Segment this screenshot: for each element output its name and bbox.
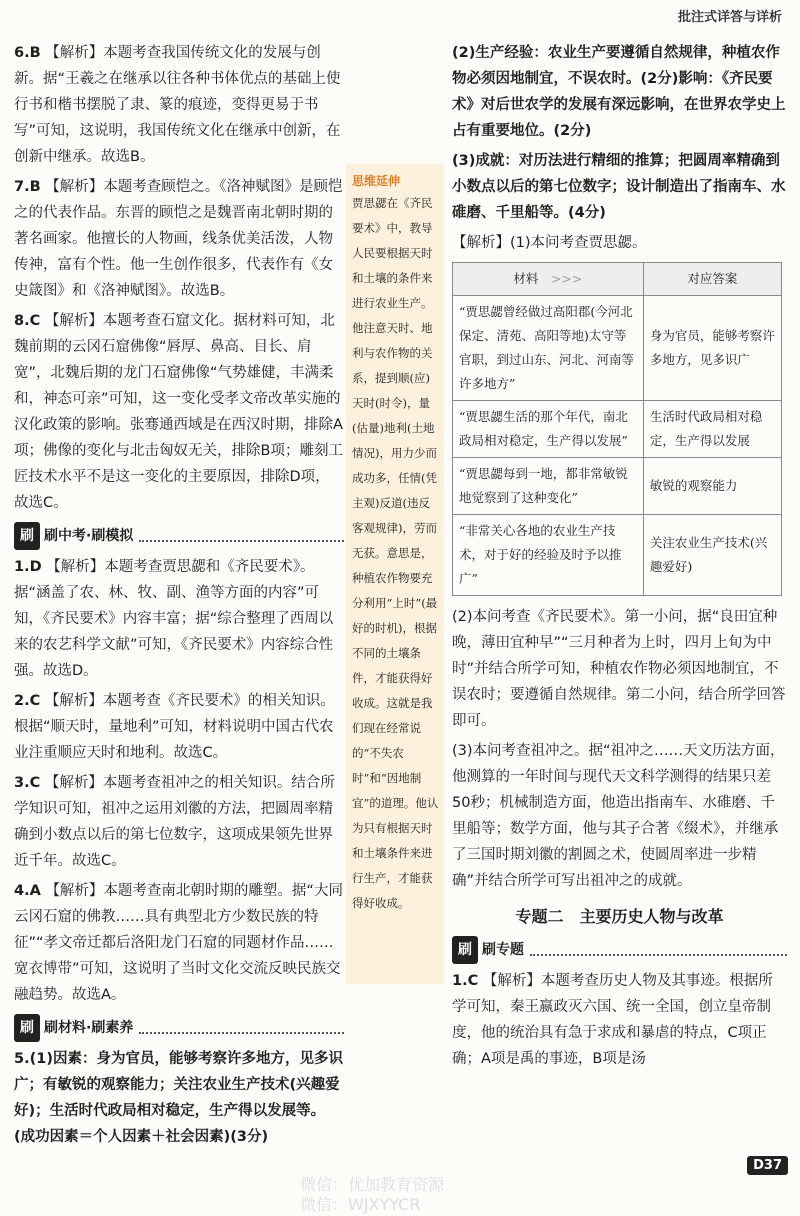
answer-number: 6.B xyxy=(14,45,41,61)
section-heading-topic xyxy=(452,936,787,964)
answer-number: 1.D xyxy=(14,559,42,575)
dotted-divider xyxy=(139,530,344,542)
table-cell: “贾思勰曾经做过高阳郡(今河北保定、清苑、高阳等地)太守等官职，到过山东、河北、河南等许多地方” xyxy=(453,296,644,401)
table-row xyxy=(453,515,782,596)
analysis-intro: 【解析】(1)本问考查贾思勰。 xyxy=(452,235,647,251)
answer-m3 xyxy=(14,770,344,874)
brush-badge: 刷 xyxy=(14,522,40,550)
section-heading-mock xyxy=(14,522,344,550)
right-column xyxy=(452,40,787,1076)
answer-t1 xyxy=(452,968,787,1072)
answer-part-2: (2)生产经验：农业生产要遵循自然规律，种植农作物必须因地制宜，不误农时。(2分)影响：《齐民要术》对后世农学的发展有深远影响，在世界农学史上占有重要地位。(2分) xyxy=(452,45,786,139)
material-answer-table xyxy=(452,262,782,596)
section-heading-material xyxy=(14,1014,344,1042)
table-row xyxy=(453,296,782,401)
table-cell: “贾思勰每到一地，都非常敏锐地觉察到了这种变化” xyxy=(453,458,644,515)
table-cell: 敏锐的观察能力 xyxy=(643,458,781,515)
table-cell: “非常关心各地的农业生产技术，对于好的经验及时予以推广” xyxy=(453,515,644,596)
table-header-material: 材料 >>> xyxy=(453,263,644,296)
answer-text: 【解析】本题考查顾恺之。《洛神赋图》是顾恺之的代表作品。东晋的顾恺之是魏晋南北朝时期的著名画家。他擅长的人物画，线条优美活泼，人物传神，富有个性。他一生创作很多，代表作有《女史箴图》和《洛神赋图》。故选B。 xyxy=(14,179,343,299)
answer-number: 4.A xyxy=(14,883,41,899)
brush-badge: 刷 xyxy=(14,1014,40,1042)
section-label: 刷专题 xyxy=(482,942,524,958)
watermark: 微信：WJXYYCR xyxy=(300,1195,421,1214)
answer-m4 xyxy=(14,878,344,1008)
left-column xyxy=(14,40,344,1154)
table-cell: “贾思勰生活的那个年代，南北政局相对稳定，生产得以发展” xyxy=(453,401,644,458)
table-cell: 生活时代政局相对稳定，生产得以发展 xyxy=(643,401,781,458)
answer-8 xyxy=(14,308,344,516)
watermark: 微信：优加教育资源 xyxy=(300,1175,445,1194)
page-number: D37 xyxy=(747,1156,788,1175)
dotted-divider xyxy=(139,1022,344,1034)
answer-text: 【解析】本题考查我国传统文化的发展与创新。据“王羲之在继承以往各种书体优点的基础上使行书和楷书摆脱了隶、篆的痕迹，变得更易于书写”可知，这说明，我国传统文化在继承中创新，在创新中继承。故选B。 xyxy=(14,45,341,165)
page-header: 批注式详答与详析 xyxy=(677,10,782,25)
answer-number: 1.C xyxy=(452,973,479,989)
answer-m2 xyxy=(14,688,344,766)
answer-text: (1)因素：身为官员，能够考察许多地方，见多识广；有敏锐的观察能力；关注农业生产技术(兴趣爱好)；生活时代政局相对稳定，生产得以发展等。(成功因素＝个人因素＋社会因素)(3分) xyxy=(14,1051,343,1145)
section-label: 刷中考·刷模拟 xyxy=(44,528,134,544)
thinking-extension-sidebar xyxy=(346,164,444,984)
answer-6 xyxy=(14,40,344,170)
answer-7 xyxy=(14,174,344,304)
answer-number: 7.B xyxy=(14,179,41,195)
sidebar-title: 思维延伸 xyxy=(352,174,401,188)
table-row xyxy=(453,401,782,458)
table-cell: 关注农业生产技术(兴趣爱好) xyxy=(643,515,781,596)
answer-part-3: (3)成就：对历法进行精细的推算；把圆周率精确到小数点以后的第七位数字；设计制造出了指南车、水碓磨、千里船等。(4分) xyxy=(452,153,786,221)
analysis-part-2: (2)本问考查《齐民要术》。第一小问，据“良田宜种晚，薄田宜种早”“三月种者为上时，四月上旬为中时”并结合所学可知，种植农作物必须因地制宜，不误农时；要遵循自然规律。第二小问，结合所学回答即可。 xyxy=(452,609,786,729)
answer-text: 【解析】本题考查历史人物及其事迹。根据所学可知，秦王嬴政灭六国、统一全国，创立皇帝制度，他的统治具有急于求成和暴虐的特点，C项正确；A项是禹的事迹，B项是汤 xyxy=(452,973,773,1067)
answer-number: 2.C xyxy=(14,693,41,709)
answer-text: 【解析】本题考查南北朝时期的雕塑。据“大同云冈石窟的佛教……具有典型北方少数民族的特征”“孝文帝迁都后洛阳龙门石窟的同题材作品……宽衣博带”可知，这说明了当时文化交流反映民族交融趋势。故选A。 xyxy=(14,883,343,1003)
answer-m5 xyxy=(14,1046,344,1150)
answer-number: 5. xyxy=(14,1051,30,1067)
dotted-divider xyxy=(530,944,787,956)
section-label: 刷材料·刷素养 xyxy=(44,1020,134,1036)
answer-text: 【解析】本题考查《齐民要术》的相关知识。根据“顺天时，量地利”可知，材料说明中国古代农业注重顺应天时和地利。故选C。 xyxy=(14,693,335,761)
answer-text: 【解析】本题考查祖冲之的相关知识。结合所学知识可知，祖冲之运用刘徽的方法，把圆周率精确到小数点以后的第七位数字，这项成果领先世界近千年。故选C。 xyxy=(14,775,335,869)
sidebar-text: 贾思勰在《齐民要术》中，教导人民要根据天时和土壤的条件来进行农业生产。他注意天时、地利与农作物的关系，提到顺(应)天时(时令)，量(估量)地利(土地情况)，用力少而成功多，任情(凭主观)反道(违反客观规律)，劳而无获。意思是，种植农作物要充分利用“上时”(最好的时机)，根据不同的土壤条件，才能获得好收成。这就是我们现在经常说的“不失农时”和“因地制宜”的道理。他认为只有根据天时和土壤条件来进行生产，才能获得好收成。 xyxy=(352,196,439,910)
table-row xyxy=(453,458,782,515)
brush-badge: 刷 xyxy=(452,936,478,964)
answer-number: 3.C xyxy=(14,775,41,791)
table-cell: 身为官员，能够考察许多地方，见多识广 xyxy=(643,296,781,401)
answer-m1 xyxy=(14,554,344,684)
arrow-icon: >>> xyxy=(550,271,583,286)
answer-number: 8.C xyxy=(14,313,41,329)
topic-title: 专题二 主要历史人物与改革 xyxy=(515,907,724,926)
analysis-part-3: (3)本问考查祖冲之。据“祖冲之……天文历法方面，他测算的一年时间与现代天文科学测得的结果只差50秒；机械制造方面，他造出指南车、水碓磨、千里船等；数学方面，他与其子合著《缀术》，并继承了三国时期刘徽的割圆之术，使圆周率进一步精确”并结合所学可写出祖冲之的成就。 xyxy=(452,743,785,889)
answer-text: 【解析】本题考查贾思勰和《齐民要术》。据“涵盖了农、林、牧、副、渔等方面的内容”可知，《齐民要术》内容丰富；据“综合整理了西周以来的农艺科学文献”可知，《齐民要术》内容综合性强。故选D。 xyxy=(14,559,334,679)
table-header-row xyxy=(453,263,782,296)
answer-text: 【解析】本题考查石窟文化。据材料可知，北魏前期的云冈石窟佛像“唇厚、鼻高、目长、肩宽”，北魏后期的龙门石窟佛像“气势雄健，丰满柔和，神态可亲”可知，这一变化受孝文帝改革实施的汉化政策的影响。张骞通西域是在西汉时期，排除A项；佛像的变化与北击匈奴无关，排除B项；雕刻工匠技术水平不是这一变化的主要原因，排除D项，故选C。 xyxy=(14,313,343,511)
table-header-answer: 对应答案 xyxy=(643,263,781,296)
